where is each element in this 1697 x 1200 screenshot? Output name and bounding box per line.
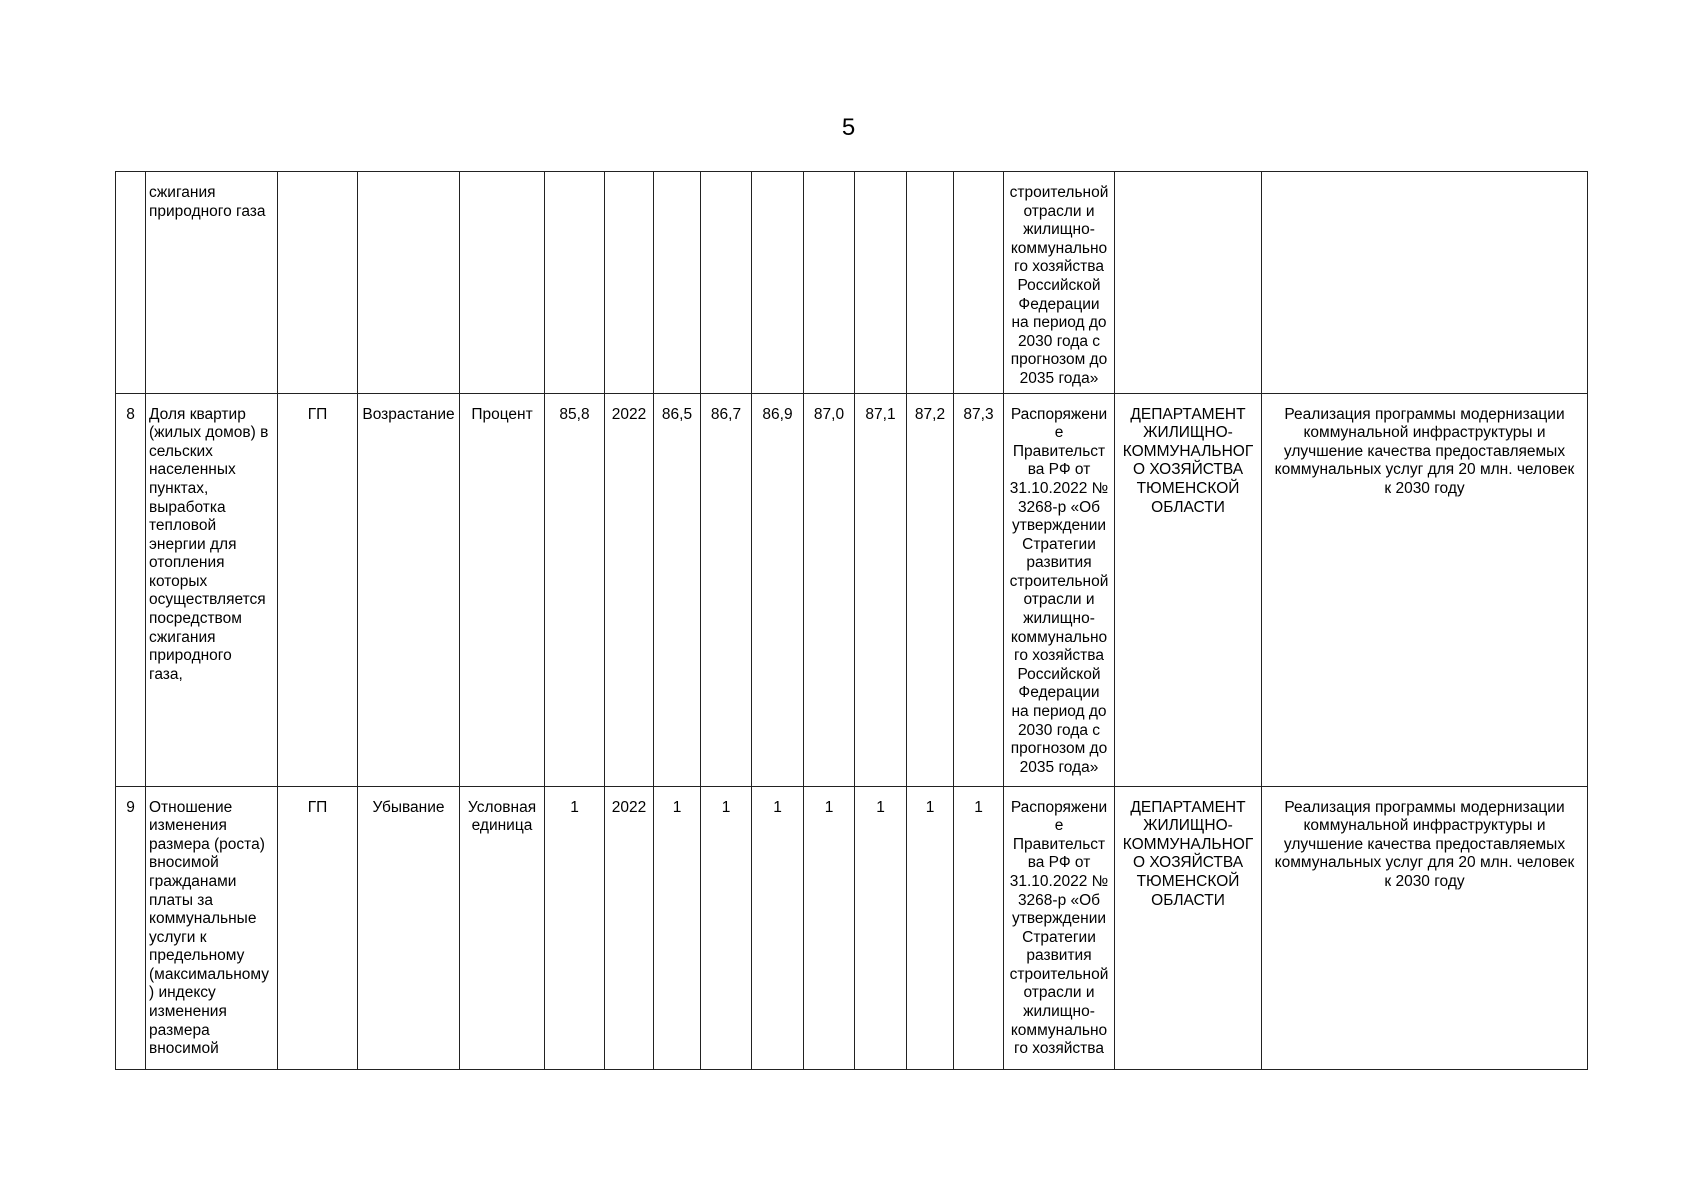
year-value: 1 [954,786,1004,1069]
indicator-trend: Убывание [358,786,460,1069]
regulatory-document: строительной отрасли и жилищно- коммунально го хозяйства Российской Федерации на период до 2030 года с прогнозом до 2035 года» [1004,172,1115,394]
year-value: 86,7 [701,393,752,786]
row-number: 9 [116,786,146,1069]
goal-linkage [1262,172,1588,394]
table-row [116,172,1588,394]
table-row [116,393,1588,786]
indicator-name: Доля квартир (жилых домов) в сельских населенных пунктах, выработка тепловой энергии для отопления которых осуществляется посредством сжигания природного газа, [146,393,278,786]
indicator-trend [358,172,460,394]
year-value: 1 [804,786,855,1069]
year-value: 86,5 [654,393,701,786]
indicator-name: сжигания природного газа [146,172,278,394]
row-number [116,172,146,394]
year-value: 86,9 [752,393,804,786]
responsible-body [1115,172,1262,394]
base-value: 85,8 [545,393,605,786]
responsible-body: ДЕПАРТАМЕНТ ЖИЛИЩНО- КОММУНАЛЬНОГ О ХОЗЯЙСТВА ТЮМЕНСКОЙ ОБЛАСТИ [1115,786,1262,1069]
indicator-level: ГП [278,393,358,786]
base-value [545,172,605,394]
base-year: 2022 [605,786,654,1069]
year-value: 87,1 [855,393,907,786]
indicator-level [278,172,358,394]
year-value: 87,0 [804,393,855,786]
year-value [752,172,804,394]
year-value [804,172,855,394]
goal-linkage: Реализация программы модернизации коммунальной инфраструктуры и улучшение качества предоставляемых коммунальных услуг для 20 млн. человек к 2030 году [1262,786,1588,1069]
table-row [116,786,1588,1069]
indicator-unit [460,172,545,394]
year-value [907,172,954,394]
year-value: 1 [654,786,701,1069]
year-value: 87,3 [954,393,1004,786]
regulatory-document: Распоряжени е Правительст ва РФ от 31.10.2022 № 3268-р «Об утверждении Стратегии развития строительной отрасли и жилищно- коммунально го хозяйства [1004,786,1115,1069]
responsible-body: ДЕПАРТАМЕНТ ЖИЛИЩНО- КОММУНАЛЬНОГ О ХОЗЯЙСТВА ТЮМЕНСКОЙ ОБЛАСТИ [1115,393,1262,786]
base-value: 1 [545,786,605,1069]
base-year: 2022 [605,393,654,786]
row-number: 8 [116,393,146,786]
page-number: 5 [841,114,856,141]
year-value: 1 [855,786,907,1069]
indicator-unit: Процент [460,393,545,786]
indicator-unit: Условная единица [460,786,545,1069]
year-value: 1 [907,786,954,1069]
year-value [654,172,701,394]
regulatory-document: Распоряжени е Правительст ва РФ от 31.10.2022 № 3268-р «Об утверждении Стратегии развития строительной отрасли и жилищно- коммунально го хозяйства Российской Федерации на период до 2030 года с прогнозом до 2035 года» [1004,393,1115,786]
goal-linkage: Реализация программы модернизации коммунальной инфраструктуры и улучшение качества предоставляемых коммунальных услуг для 20 млн. человек к 2030 году [1262,393,1588,786]
year-value: 1 [701,786,752,1069]
indicator-name: Отношение изменения размера (роста) вносимой гражданами платы за коммунальные услуги к предельному (максимальному ) индексу изменения размера вносимой [146,786,278,1069]
base-year [605,172,654,394]
year-value [954,172,1004,394]
indicator-trend: Возрастание [358,393,460,786]
year-value: 87,2 [907,393,954,786]
year-value: 1 [752,786,804,1069]
year-value [855,172,907,394]
indicators-table [115,171,1588,1070]
indicator-level: ГП [278,786,358,1069]
year-value [701,172,752,394]
